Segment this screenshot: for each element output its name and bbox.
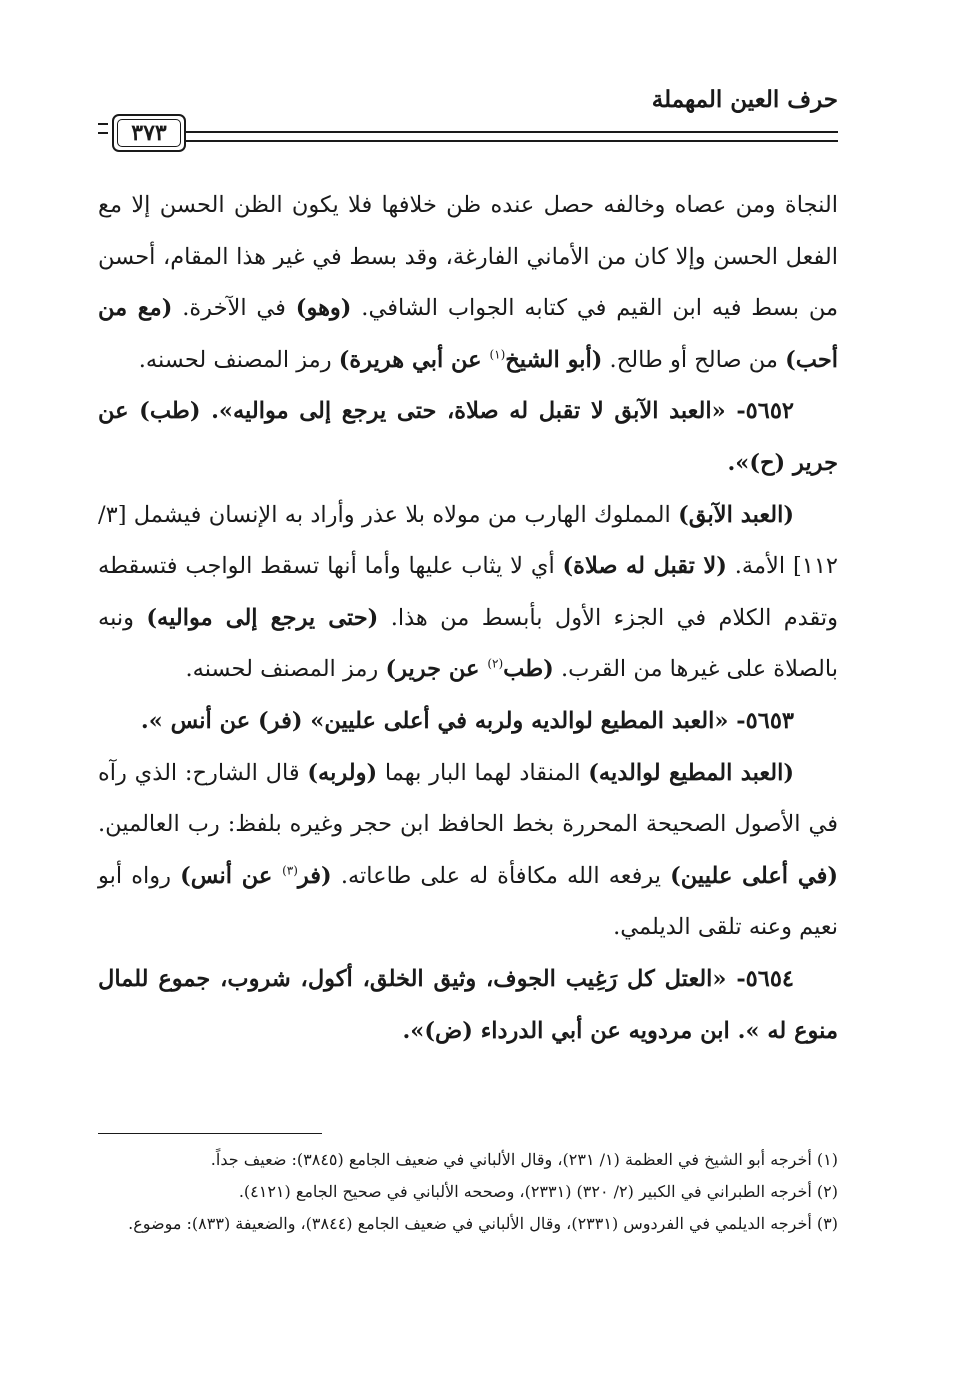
footnotes — [98, 1144, 838, 1240]
hadith-5654: ٥٦٥٤- «العتل كل رَغِيب الجوف، وثيق الخلق، أكول، شروب، جموع للمال منوع له ». ابن مردويه عن أبي الدرداء (ض)». — [98, 965, 838, 1044]
footnote-ref-3: (٣) — [282, 863, 298, 878]
footnote-separator — [98, 1133, 322, 1134]
commentary-paragraph-3: (العبد المطيع لوالديه) المنقاد لهما البار بهما (ولربه) قال الشارح: الذي رآه في الأصول الصحيحة المحررة بخط الحافظ ابن حجر وغيره بلفظ: رب العالمين. (في أعلى عليين) يرفعه الله مكافأة له على طاعاته. (فر$^{(٣)}$ عن أنس) رواه أبو نعيم وعنه تلقى الديلمي. — [98, 759, 838, 941]
header-dash — [98, 123, 108, 134]
page-number: ٣٧٣ — [112, 114, 186, 152]
hadith-5652: ٥٦٥٢- «العبد الآبق لا تقبل له صلاة، حتى يرجع إلى مواليه». (طب) عن جرير (ح)». — [98, 398, 838, 476]
footnote-2: (٢) أخرجه الطبراني في الكبير (٢/ ٣٢٠) (٢٣٣١)، وصححه الألباني في صحيح الجامع (٤١٢١). — [238, 1182, 838, 1201]
running-header-title: حرف العين المهملة — [651, 86, 838, 113]
book-page — [98, 80, 838, 1320]
footnote-3: (٣) أخرجه الديلمي في الفردوس (٢٣٣١)، وقال الألباني في ضعيف الجامع (٣٨٤٤)، والضعيفة (٨٣٣): موضوع. — [128, 1214, 838, 1233]
footnote-ref-1: (١) — [489, 347, 506, 362]
commentary-paragraph-1: النجاة ومن عصاه وخالفه حصل عنده ظن خلافها فلا يكون الظن الحسن إلا مع الفعل الحسن وإلا كان من الأماني الفارغة، وقد بسط في غير هذا المقام، أحسن من بسط فيه ابن القيم في كتابه الجواب الشافي. (وهو) في الآخرة. (مع من أحب) من صالح أو طالح. (أبو الشيخ$^{(١)}$ عن أبي هريرة) رمز المصنف لحسنه. — [98, 192, 839, 373]
footnote-ref-2: (٢) — [487, 656, 504, 671]
hadith-5653: ٥٦٥٣- «العبد المطيع لوالديه ولربه في أعلى عليين» (فر) عن أنس ». — [140, 707, 794, 734]
footnote-1: (١) أخرجه أبو الشيخ في العظمة (١/ ٢٣١)، وقال الألباني في ضعيف الجامع (٣٨٤٥): ضعيف جداً. — [210, 1150, 838, 1169]
commentary-paragraph-2: (العبد الآبق) المملوك الهارب من مولاه بلا عذر وأراد به الإنسان فيشمل [٣/ ١١٢] الأمة. (لا تقبل له صلاة) أي لا يثاب عليها وأما أنها تسقط الواجب فتسقطه وتقدم الكلام في الجزء الأول بأبسط من هذا. (حتى يرجع إلى مواليه) ونبه بالصلاة على غيرها من القرب. (طب$^{(٢)}$ عن جرير) رمز المصنف لحسنه. — [98, 501, 838, 683]
main-text — [98, 180, 838, 1057]
header-double-rule — [184, 131, 838, 142]
